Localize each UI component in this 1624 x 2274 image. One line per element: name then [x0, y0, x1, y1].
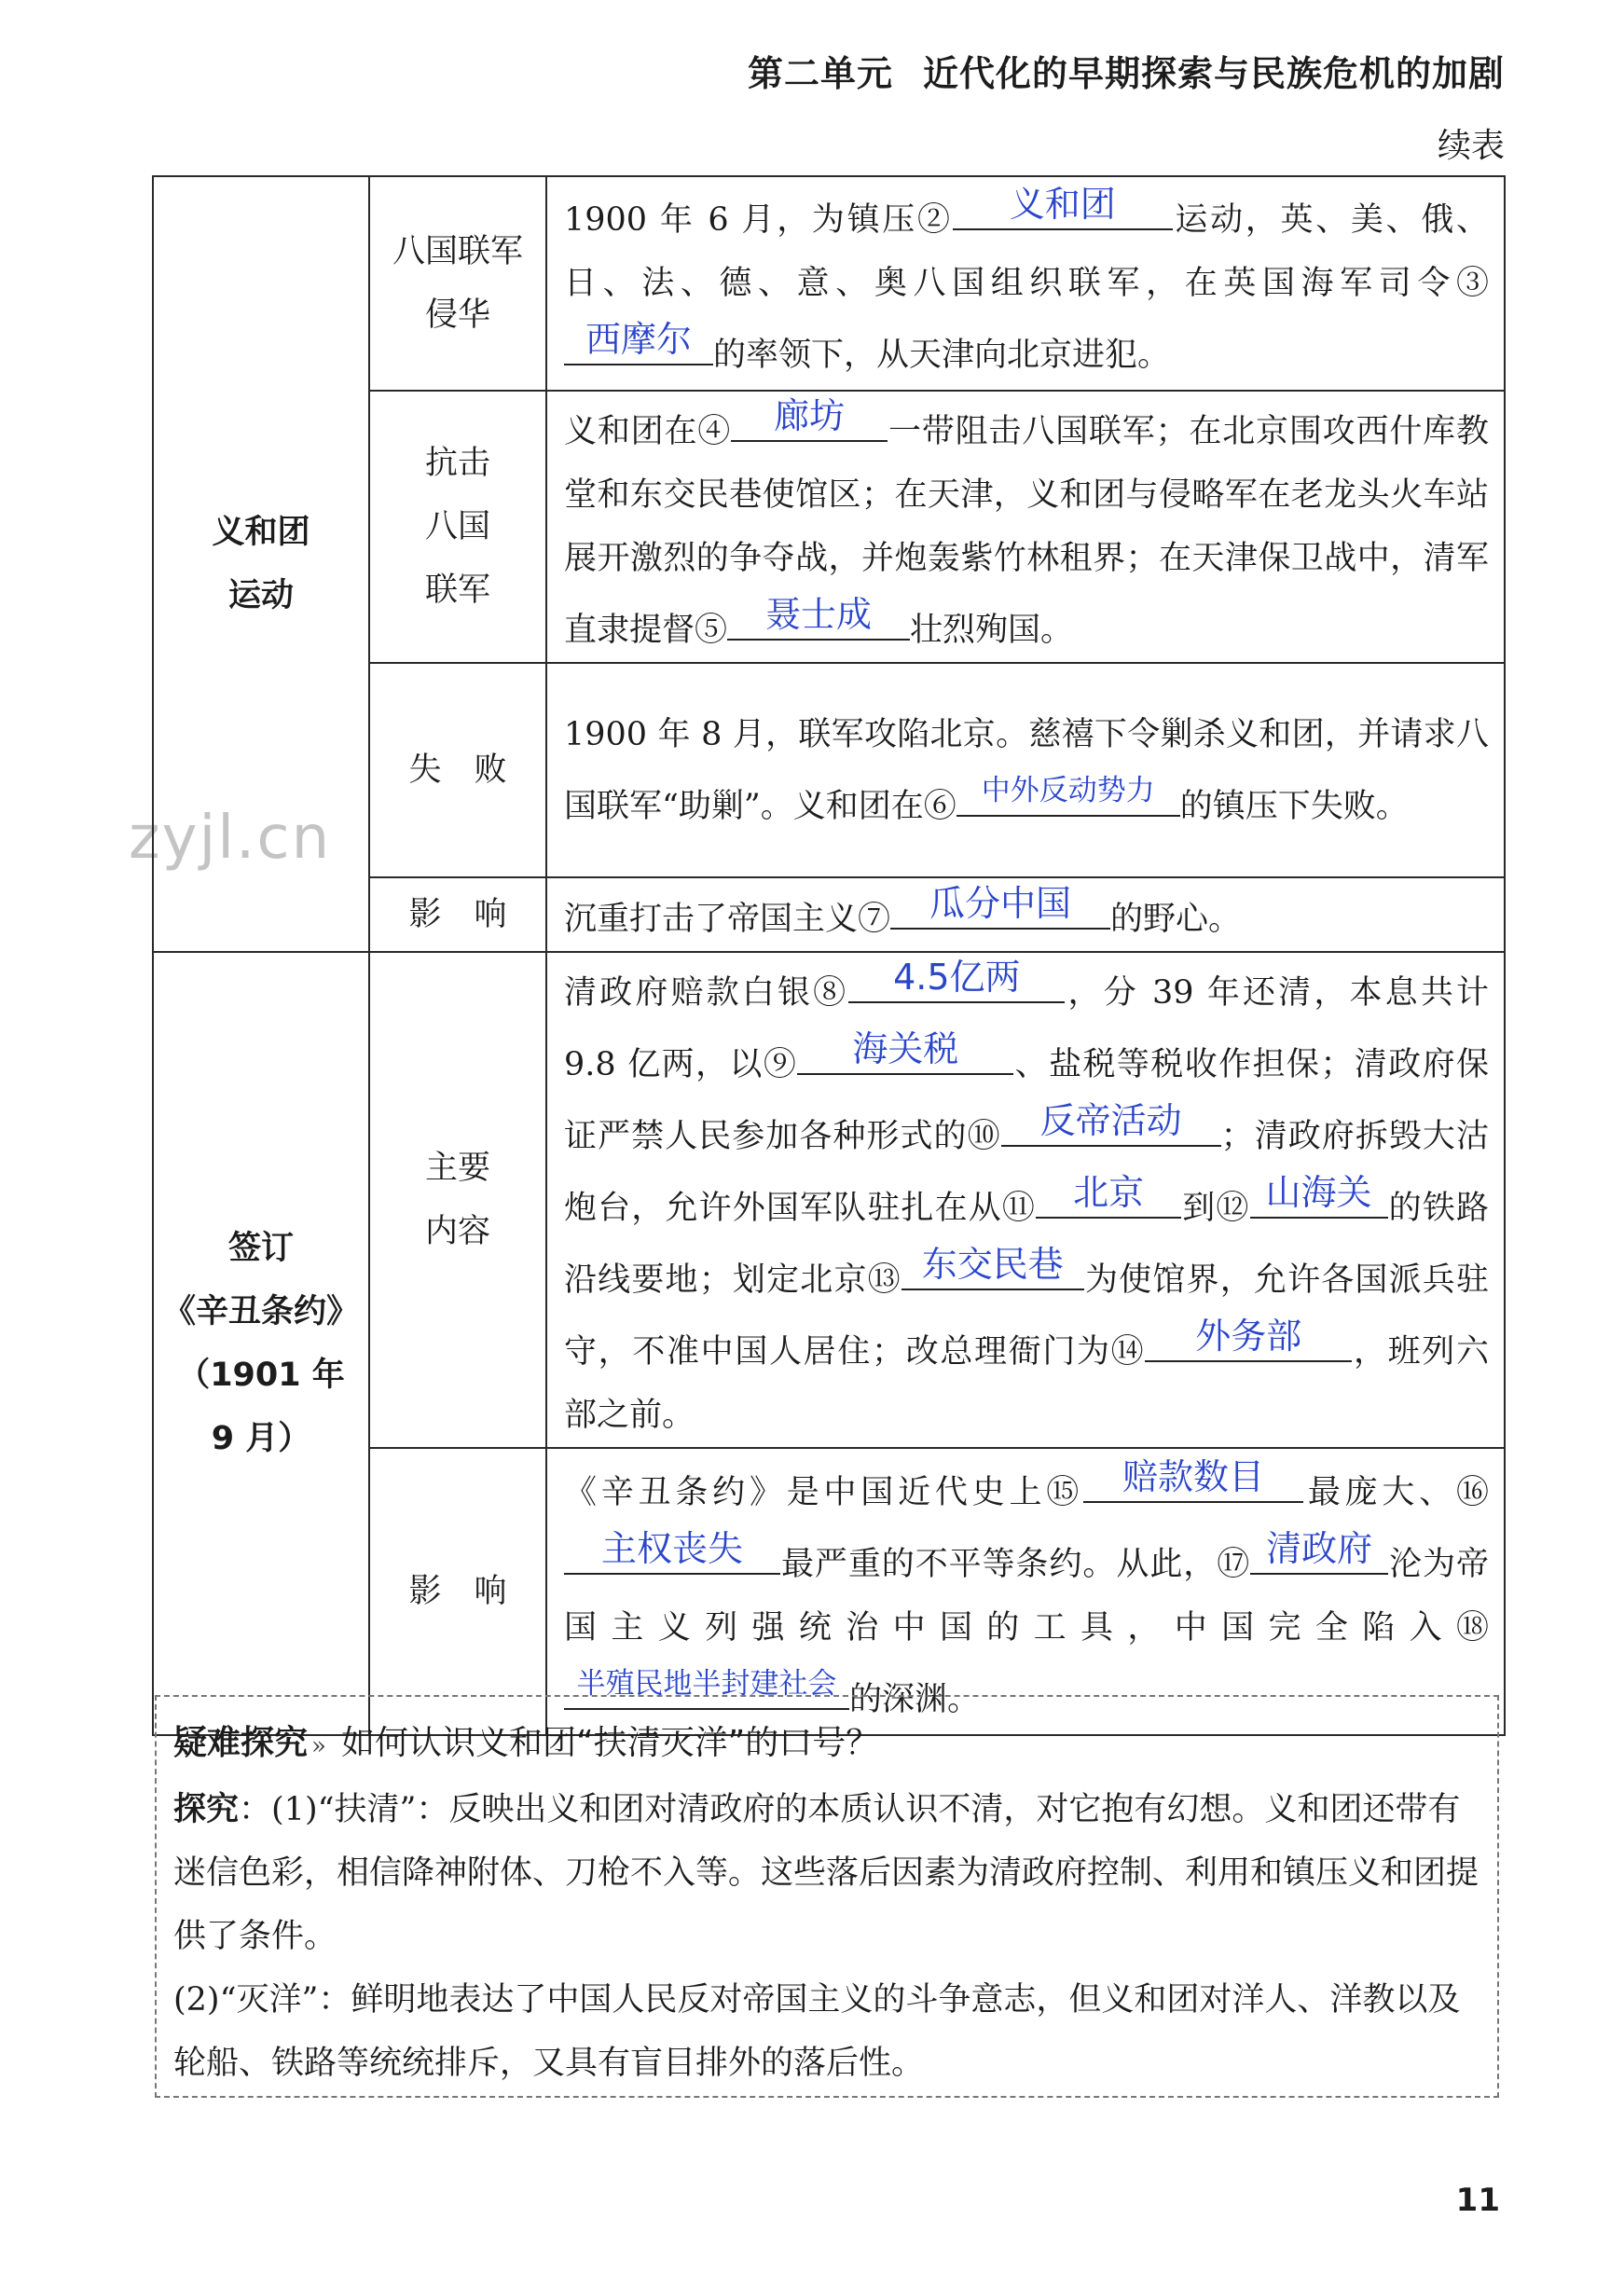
- chapter-title: 近代化的早期探索与民族危机的加剧: [922, 53, 1505, 94]
- category-boxer-movement: 义和团 运动: [153, 176, 369, 952]
- header-title: [748, 45, 1505, 96]
- content-failure: 1900 年 8 月，联军攻陷北京。慈禧下令剿杀义和团，并请求八国联军“助剿”。义和团在⑥ 中外反动势力 的镇压下失败。: [546, 663, 1505, 877]
- content-treaty-terms: 清政府赔款白银⑧ 4.5亿两 ，分 39 年还清，本息共计 9.8 亿两，以⑨ 海关税 、盐税等税收作担保；清政府保证严禁人民参加各种形式的⑩ 反帝活动 ；清政府拆毁大沽炮台，允许外国军队驻扎在从⑪ 北京 到⑫ 山海关 的铁路沿线要地；划定北京⑬ 东交民巷 为使馆界，允许各国派兵驻守，不准中国人居住；改总理衙门为⑭ 外务部 ，班列六部之前。: [546, 952, 1505, 1448]
- blank-8: [848, 953, 1065, 1003]
- explore-label: 疑难探究: [173, 1724, 309, 1762]
- answer-6: 中外反动势力: [981, 773, 1155, 807]
- explore-box: [155, 1695, 1499, 2098]
- double-chevron-icon: »: [311, 1732, 326, 1760]
- answer-4: 廊坊: [774, 395, 846, 436]
- answer-11: 北京: [1073, 1172, 1145, 1213]
- answer-12: 山海关: [1265, 1172, 1372, 1213]
- unit-label: 第二单元: [747, 53, 893, 94]
- answer-9: 海关税: [852, 1028, 959, 1069]
- explore-question: 如何认识义和团“扶清灭洋”的口号？: [340, 1724, 880, 1762]
- category-treaty: 签订 《辛丑条约》 （1901 年 9 月）: [153, 952, 369, 1735]
- blank-17: [1250, 1524, 1388, 1575]
- blank-9: [797, 1025, 1013, 1075]
- sub-treaty-content: 主要 内容: [369, 952, 546, 1448]
- blank-3: [564, 315, 713, 365]
- blank-13: [901, 1240, 1084, 1290]
- page-number: 11: [1455, 2182, 1500, 2219]
- answer-14: 外务部: [1195, 1316, 1302, 1357]
- answer-16: 主权丧失: [600, 1527, 743, 1569]
- content-invasion: 1900 年 6 月，为镇压② 义和团 运动，英、美、俄、日、法、德、意、奥八国组织联军，在英国海军司令③ 西摩尔 的率领下，从天津向北京进犯。: [546, 176, 1505, 391]
- continued-label: 续表: [1437, 127, 1505, 165]
- blank-12: [1250, 1168, 1388, 1219]
- blank-5: [727, 590, 910, 641]
- blank-16: [564, 1524, 780, 1575]
- blank-6: [957, 766, 1180, 817]
- blank-7: [890, 879, 1110, 930]
- answer-18: 半殖民地半封建社会: [576, 1666, 837, 1701]
- answer-3: 西摩尔: [585, 319, 692, 360]
- sub-boxer-impact: 影 响: [369, 877, 546, 952]
- answer-17: 清政府: [1266, 1527, 1373, 1569]
- content-boxer-impact: 沉重打击了帝国主义⑦ 瓜分中国 的野心。: [546, 877, 1505, 952]
- blank-11: [1036, 1168, 1181, 1219]
- blank-15: [1083, 1453, 1303, 1503]
- summary-table: [152, 175, 1506, 1736]
- row-invasion: [153, 176, 1505, 391]
- content-resistance: 义和团在④ 廊坊 一带阻击八国联军；在北京围攻西什库教堂和东交民巷使馆区；在天津，义和团与侵略军在老龙头火车站展开激烈的争夺战，并炮轰紫竹林租界；在天津保卫战中，清军直隶提督⑤ 聂士成 壮烈殉国。: [546, 391, 1505, 663]
- answer-13: 东交民巷: [921, 1244, 1064, 1285]
- sub-invasion: 八国联军 侵华: [369, 176, 546, 391]
- blank-2: [953, 180, 1173, 230]
- blank-14: [1145, 1312, 1352, 1362]
- blank-4: [731, 392, 888, 442]
- explore-paragraph-1: 探究：(1)“扶清”：反映出义和团对清政府的本质认识不清，对它抱有幻想。义和团还带有迷信色彩，相信降神附体、刀枪不入等。这些落后因素为清政府控制、利用和镇压义和团提供了条件。: [173, 1791, 1479, 1955]
- watermark: zyjl.cn: [129, 804, 332, 873]
- answer-10: 反帝活动: [1039, 1100, 1182, 1141]
- blank-10: [1001, 1096, 1221, 1147]
- explore-title: [173, 1712, 1480, 1778]
- answer-15: 赔款数目: [1122, 1455, 1265, 1497]
- explore-paragraph-2: (2)“灭洋”：鲜明地表达了中国人民反对帝国主义的斗争意志，但义和团对洋人、洋教以及轮船、铁路等统统排斥，又具有盲目排外的落后性。: [173, 1981, 1461, 2082]
- sub-resistance: 抗击 八国 联军: [369, 391, 546, 663]
- answer-2: 义和团: [1009, 184, 1116, 225]
- sub-treaty-impact: 影 响: [369, 1448, 546, 1735]
- content-treaty-impact: 《辛丑条约》是中国近代史上⑮ 赔款数目 最庞大、⑯ 主权丧失 最严重的不平等条约。从此，⑰ 清政府 沦为帝国主义列强统治中国的工具，中国完全陷入⑱ 半殖民地半封建社会 的深渊。: [546, 1448, 1505, 1735]
- answer-8: 4.5亿两: [893, 957, 1021, 998]
- answer-5: 聂士成: [765, 594, 873, 635]
- row-treaty-content: [153, 952, 1505, 1448]
- sub-failure: 失 败: [369, 663, 546, 877]
- answer-7: 瓜分中国: [929, 882, 1072, 924]
